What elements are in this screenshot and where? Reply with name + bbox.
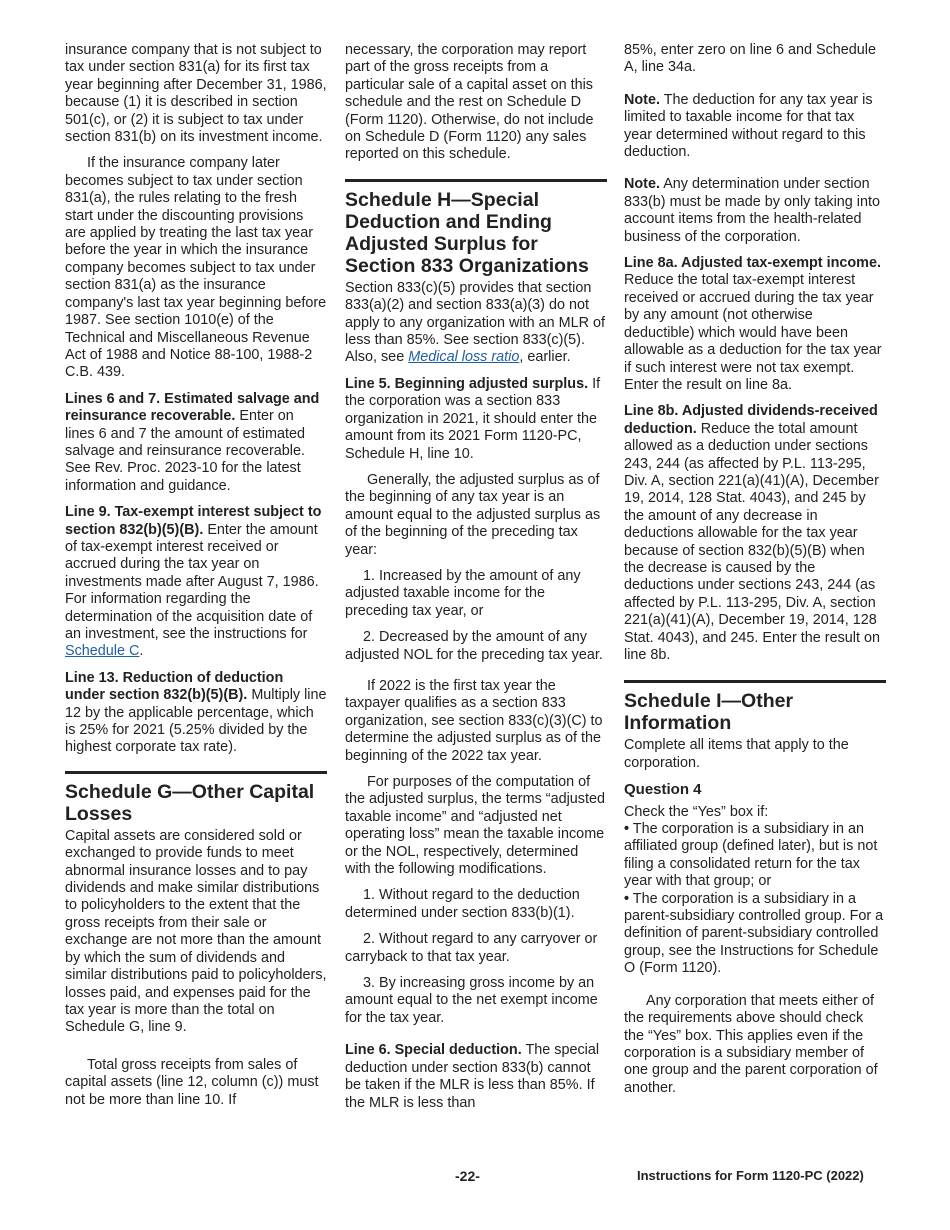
line-body: Reduce the total amount allowed as a deduction under sections 243, 244 (as affected by P.L. 113-295, Div. A, section 221(a)(41)(A), December 19, 2014, 128 Stat. 4043), and 245 by the amount of any decrease in deductions allowable for the tax year because of section 832(b)(5)(B) when the decrease is caused by the deductions under sections 243, 244 (as affected by P.L. 113-295, Div. A, section 221(a)(41)(A), December 19, 2014, 128 Stat. 4043), and 245. Enter the result on line 8b. — [624, 420, 881, 663]
paragraph: necessary, the corporation may report part of the gross receipts from a particular sale of a capital asset on this schedule and the rest on Schedule D (Form 1120). Otherwise, do not include on Schedule D (Form 1120) any sales reported on this schedule. — [345, 42, 594, 163]
line-9-section: Line 9. Tax-exempt interest subject to section 832(b)(5)(B). Enter the amount of tax-exempt interest received or accrued during the tax year on investments made after August 7, 1986. For information regarding the determination of the acquisition date of an investment, see the instructions for Schedule C. — [65, 504, 322, 660]
line-body: Enter on lines 6 and 7 the amount of estimated salvage and reinsurance recoverable. See Rev. Proc. 2023-10 for the latest information and guidance. — [65, 408, 305, 494]
schedule-i-heading: Schedule I—Other Information — [624, 680, 886, 734]
line-body: Reduce the total tax-exempt interest received or accrued during the tax year by any amount (not otherwise deductible) which would have been allowable as a deduction for the tax year if such interest were not tax exempt. Enter the result on line 8a. — [624, 272, 882, 393]
column-left — [65, 42, 327, 1118]
list-item: 3. By increasing gross income by an amount equal to the net exempt income for the tax year. — [345, 975, 598, 1026]
medical-loss-ratio-link[interactable]: Medical loss ratio — [408, 349, 520, 366]
line-body: Multiply line 12 by the applicable percentage, which is 25% for 2021 (5.25% divided by the highest corporate tax rate). — [65, 687, 327, 756]
note-text: The deduction for any tax year is limited to taxable income for that tax year determined without regard to this deduction. — [624, 91, 873, 161]
paragraph: Any corporation that meets either of the requirements above should check the “Yes” box. This applies even if the corporation is a subsidiary member of one group and the parent corporation of another. — [624, 992, 878, 1096]
schedule-g-heading: Schedule G—Other Capital Losses — [65, 771, 327, 825]
footer-title: Instructions for Form 1120-PC (2022) — [637, 1168, 864, 1183]
line-heading: Line 6. Special deduction. — [345, 1042, 522, 1059]
bullet-item — [624, 821, 886, 891]
paragraph: Generally, the adjusted surplus as of the beginning of any tax year is an amount equal to the adjusted surplus as of the beginning of the preceding tax year: — [345, 471, 601, 558]
schedule-c-link[interactable]: Schedule C — [65, 643, 140, 660]
question-4-heading: Question 4 — [624, 781, 702, 799]
line-heading: Lines 6 and 7. Estimated salvage and reinsurance recoverable. — [65, 390, 320, 425]
paragraph: Capital assets are considered sold or exchanged to provide funds to meet abnormal insurance losses and to pay dividends and make similar distributions to policyholders to the extent that the gross receipts from their sale or exchange are not more than the amount by which the sum of dividends and similar distributions paid to policyholders, losses paid, and expenses paid for the tax year is more than the total on Schedule G, line 9. — [65, 827, 327, 1036]
note — [624, 92, 886, 162]
paragraph: Check the “Yes” box if: — [624, 803, 769, 820]
column-right — [624, 42, 886, 1106]
bullet-item — [624, 891, 886, 978]
note-label: Note. — [624, 176, 660, 193]
line-heading: Line 13. Reduction of deduction under section 832(b)(5)(B). — [65, 669, 284, 704]
list-item: 1. Increased by the amount of any adjusted taxable income for the preceding tax year, or — [345, 567, 581, 619]
line-5-section — [345, 376, 607, 463]
paragraph: For purposes of the computation of the adjusted surplus, the terms “adjusted taxable income” and “adjusted net operating loss” mean the taxable income or the NOL, respectively, determined with the following modifications. — [345, 774, 605, 878]
bullet-icon: • — [624, 821, 630, 838]
line-6-7-section — [65, 391, 327, 495]
line-heading: Line 8b. Adjusted dividends-received deduction. — [624, 403, 878, 437]
note-label: Note. — [624, 91, 660, 108]
line-body: If the corporation was a section 833 organization in 2021, it should enter the amount from its 2021 Form 1120-PC, Schedule H, line 10. — [345, 375, 601, 462]
schedule-h-heading: Schedule H—Special Deduction and Ending Adjusted Surplus for Section 833 Organizations — [345, 179, 607, 277]
line-8b-section — [624, 403, 886, 664]
list-item: 2. Decreased by the amount of any adjusted NOL for the preceding tax year. — [345, 629, 603, 663]
line-heading: Line 5. Beginning adjusted surplus. — [345, 375, 589, 392]
note-text: Any determination under section 833(b) must be made by only taking into account items from the health-related business of the corporation. — [624, 176, 880, 245]
line-heading: Line 8a. Adjusted tax-exempt income. — [624, 255, 881, 272]
paragraph: Complete all items that apply to the corporation. — [624, 737, 849, 771]
bullet-text: The corporation is a subsidiary in a parent-subsidiary controlled group. For a definition of parent-subsidiary controlled group, see the Instructions for Schedule O (Form 1120). — [624, 890, 884, 977]
paragraph: If 2022 is the first tax year the taxpayer qualifies as a section 833 organization, see section 833(c)(3)(C) to determine the adjusted surplus as of the beginning of the 2022 tax year. — [345, 677, 603, 764]
list-item: 1. Without regard to the deduction determined under section 833(b)(1). — [345, 887, 580, 921]
line-13-section — [65, 670, 327, 757]
list-item: 2. Without regard to any carryover or carryback to that tax year. — [345, 931, 598, 965]
line-8a-section — [624, 255, 886, 394]
page-number: -22- — [455, 1168, 480, 1184]
line-6-section — [345, 1042, 607, 1112]
line-body: The special deduction under section 833(b) cannot be taken if the MLR is less than 85%. If the MLR is less than — [345, 1042, 600, 1111]
paragraph: Total gross receipts from sales of capital assets (line 12, column (c)) must not be more than line 10. If — [65, 1056, 319, 1108]
paragraph: If the insurance company later becomes subject to tax under section 831(a), the rules relating to the fresh start under the discounting provisions are applied by treating the last tax year before the year in which the insurance company becomes subject to tax under section 831(a) as the insurance company's last tax year beginning before 1987. See section 1010(e) of the Technical and Miscellaneous Revenue Act of 1988 and Notice 88-100, 1988-2 C.B. 439. — [65, 155, 327, 381]
paragraph: insurance company that is not subject to tax under section 831(a) for its first tax year beginning after December 31, 1986, because (1) it is described in section 501(c), or (2) it is subject to tax under section 831(b) on its investment income. — [65, 42, 327, 146]
bullet-text: The corporation is a subsidiary in an affiliated group (defined later), but is not filing a consolidated return for the tax year with that group; or — [624, 821, 878, 890]
note — [624, 176, 886, 246]
column-middle — [345, 42, 607, 1121]
bullet-icon: • — [624, 890, 630, 907]
text: Section 833(c)(5) provides that section 833(a)(2) and section 833(a)(3) do not apply to any organization with an MLR of less than 85%. See section 833(c)(5). Also, see — [345, 279, 605, 366]
line-heading: Line 9. Tax-exempt interest subject to section 832(b)(5)(B). — [65, 504, 322, 538]
paragraph: 85%, enter zero on line 6 and Schedule A, line 34a. — [624, 42, 877, 76]
paragraph — [345, 280, 607, 367]
line-body: Enter the amount of tax-exempt interest received or accrued during the tax year on investments made after August 7, 1986. For information regarding the determination of the acquisition date of an investment, see the instructions for — [65, 521, 319, 642]
text: , earlier. — [519, 349, 571, 366]
